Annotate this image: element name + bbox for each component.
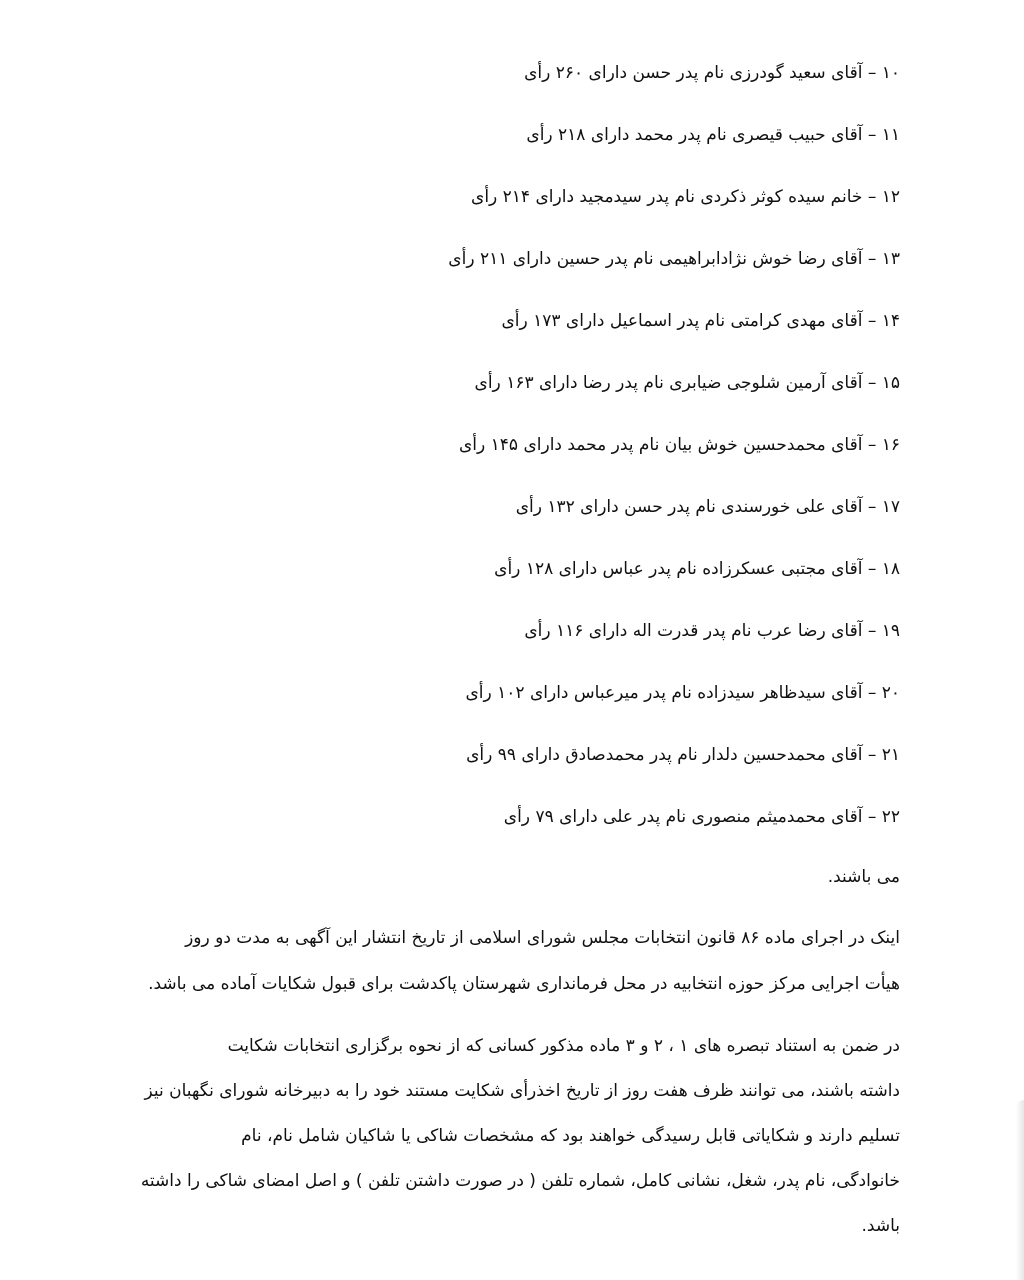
paragraph-line: در ضمن به استناد تبصره های ۱ ، ۲ و ۳ ماده مذکور کسانی که از نحوه برگزاری انتخابات شکایت — [227, 1036, 900, 1056]
candidate-line: ۱۰ – آقای سعید گودرزی نام پدر حسن دارای ۲۶۰ رأی — [524, 63, 900, 83]
paragraph-line: باشد. — [861, 1216, 900, 1236]
paragraph-line: خانوادگی، نام پدر، شغل، نشانی کامل، شماره تلفن ( در صورت داشتن تلفن ) و اصل امضای شاکی را داشته — [140, 1171, 900, 1191]
candidate-line: ۲۰ – آقای سیدظاهر سیدزاده نام پدر میرعباس دارای ۱۰۲ رأی — [465, 683, 900, 703]
candidate-line: ۱۳ – آقای رضا خوش نژادابراهیمی نام پدر حسین دارای ۲۱۱ رأی — [448, 249, 900, 269]
candidate-line: ۱۵ – آقای آرمین شلوجی ضیابری نام پدر رضا دارای ۱۶۳ رأی — [474, 373, 900, 393]
paragraph-line: هیأت اجرایی مرکز حوزه انتخابیه در محل فرمانداری شهرستان پاکدشت برای قبول شکایات آماده می باشد. — [148, 974, 900, 994]
paragraph-line: اینک در اجرای ماده ۸۶ قانون انتخابات مجلس شورای اسلامی از تاریخ انتشار این آگهی به مدت دو روز — [185, 928, 900, 948]
paragraph-complaint-period — [122, 926, 900, 996]
candidate-line: ۱۲ – خانم سیده کوثر ذکردی نام پدر سیدمجید دارای ۲۱۴ رأی — [471, 187, 900, 207]
candidate-line: ۱۸ – آقای مجتبی عسکرزاده نام پدر عباس دارای ۱۲۸ رأی — [494, 559, 900, 579]
paragraph-line: داشته باشند، می توانند ظرف هفت روز از تاریخ اخذرأی شکایت مستند خود را به دبیرخانه شورای نگهبان نیز — [144, 1081, 900, 1101]
candidate-line: ۲۱ – آقای محمدحسین دلدار نام پدر محمدصادق دارای ۹۹ رأی — [466, 745, 900, 765]
candidate-line: ۲۲ – آقای محمدمیثم منصوری نام پدر علی دارای ۷۹ رأی — [503, 807, 900, 827]
candidate-line: ۱۱ – آقای حبیب قیصری نام پدر محمد دارای ۲۱۸ رأی — [526, 125, 900, 145]
candidate-line: ۱۶ – آقای محمدحسین خوش بیان نام پدر محمد دارای ۱۴۵ رأی — [458, 435, 900, 455]
candidate-line: ۱۹ – آقای رضا عرب نام پدر قدرت اله دارای ۱۱۶ رأی — [524, 621, 900, 641]
candidate-line: ۱۴ – آقای مهدی کرامتی نام پدر اسماعیل دارای ۱۷۳ رأی — [501, 311, 900, 331]
paragraph-line: تسلیم دارند و شکایاتی قابل رسیدگی خواهند بود که مشخصات شاکی یا شاکیان شامل نام، نام — [241, 1126, 900, 1146]
scrollbar-edge[interactable] — [1016, 1100, 1024, 1280]
paragraph-complaint-rules — [122, 1034, 900, 1238]
closing-text: می باشند. — [827, 867, 900, 887]
candidate-line: ۱۷ – آقای علی خورسندی نام پدر حسن دارای ۱۳۲ رأی — [515, 497, 900, 517]
